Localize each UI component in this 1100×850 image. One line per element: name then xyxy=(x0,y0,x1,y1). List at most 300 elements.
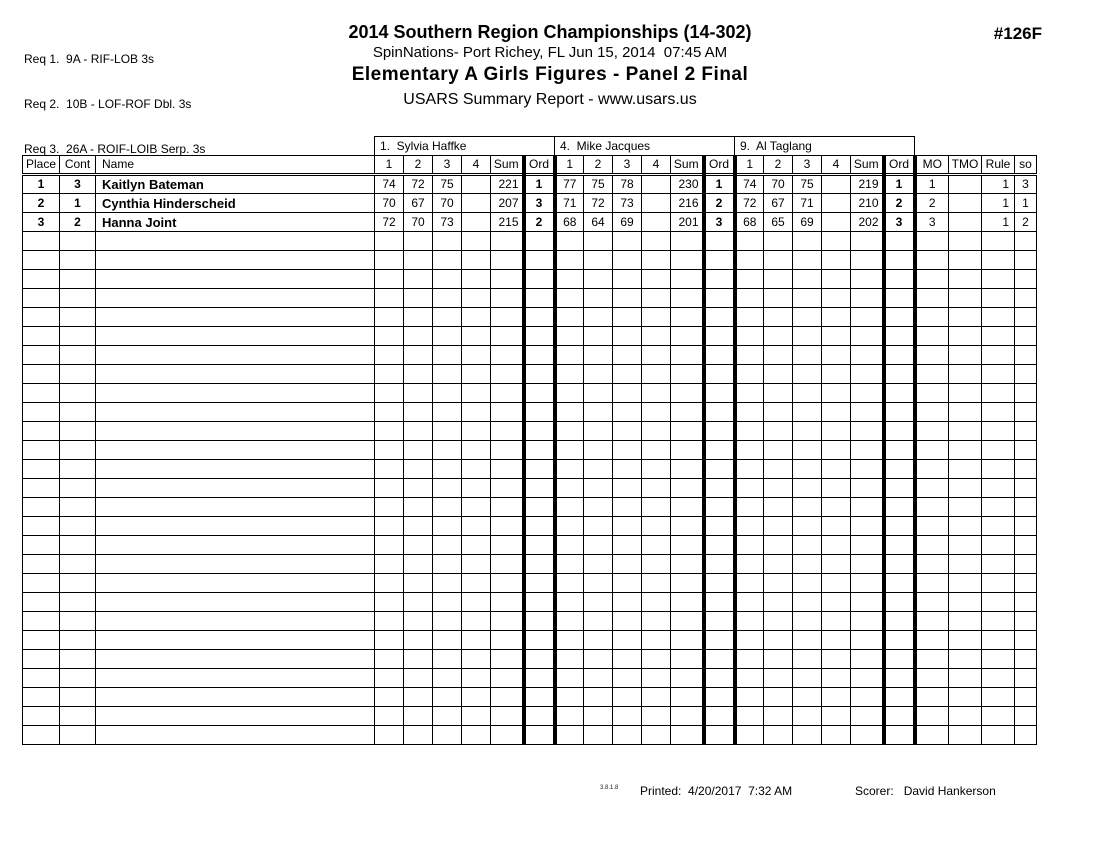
cell-place xyxy=(23,270,60,289)
cell-judge3-score1 xyxy=(735,555,764,574)
cell-judge3-score3 xyxy=(793,232,822,251)
cell-rule xyxy=(982,688,1015,707)
cell-judge3-ord xyxy=(884,517,915,536)
cell-judge3-score1 xyxy=(735,612,764,631)
cell-judge3-score2: 70 xyxy=(764,175,793,194)
cell-judge1-score3: 70 xyxy=(433,194,462,213)
cell-judge2-ord xyxy=(704,384,735,403)
cell-judge2-score2 xyxy=(584,232,613,251)
cell-judge3-score1 xyxy=(735,688,764,707)
cell-place xyxy=(23,612,60,631)
cell-judge1-score2 xyxy=(404,270,433,289)
cell-judge1-score2 xyxy=(404,669,433,688)
cell-judge1-score2 xyxy=(404,365,433,384)
cell-judge1-sum xyxy=(491,384,524,403)
cell-judge1-score2 xyxy=(404,593,433,612)
cell-judge1-ord xyxy=(524,365,555,384)
cell-judge2-score3: 69 xyxy=(613,213,642,232)
cell-judge3-score1: 72 xyxy=(735,194,764,213)
cell-judge3-sum xyxy=(851,726,884,745)
cell-judge3-score1 xyxy=(735,536,764,555)
cell-judge1-sum xyxy=(491,251,524,270)
cell-judge2-score1 xyxy=(555,631,584,650)
empty-row xyxy=(23,517,1037,536)
cell-judge2-ord: 1 xyxy=(704,175,735,194)
cell-judge3-ord xyxy=(884,232,915,251)
cell-judge2-score2 xyxy=(584,517,613,536)
cell-name xyxy=(96,365,375,384)
cell-judge1-score3 xyxy=(433,574,462,593)
cell-judge1-ord xyxy=(524,327,555,346)
cell-judge1-score2: 67 xyxy=(404,194,433,213)
cell-judge2-score4 xyxy=(642,460,671,479)
cell-judge1-score2 xyxy=(404,251,433,270)
col-header-judge1-3: 3 xyxy=(433,156,462,175)
competition-title: 2014 Southern Region Championships (14-302) xyxy=(348,22,752,42)
cell-judge1-sum xyxy=(491,346,524,365)
cell-judge3-score2 xyxy=(764,498,793,517)
cell-judge3-sum: 210 xyxy=(851,194,884,213)
cell-so xyxy=(1015,669,1037,688)
cell-judge3-score2 xyxy=(764,308,793,327)
cell-mo xyxy=(915,403,949,422)
cell-judge1-score4 xyxy=(462,593,491,612)
cell-judge2-score1 xyxy=(555,536,584,555)
cell-judge1-score2 xyxy=(404,384,433,403)
cell-judge1-score3 xyxy=(433,403,462,422)
cell-judge3-score1 xyxy=(735,365,764,384)
cell-judge1-score3 xyxy=(433,650,462,669)
cell-rule xyxy=(982,555,1015,574)
cell-cont xyxy=(60,555,96,574)
cell-judge1-ord xyxy=(524,422,555,441)
cell-judge1-score2 xyxy=(404,479,433,498)
cell-cont: 1 xyxy=(60,194,96,213)
judge-header-row xyxy=(23,137,1037,156)
cell-judge2-sum xyxy=(671,365,704,384)
cell-judge2-ord xyxy=(704,422,735,441)
col-header-judge3-1: 1 xyxy=(735,156,764,175)
cell-judge1-score3 xyxy=(433,441,462,460)
cell-judge1-sum xyxy=(491,270,524,289)
cell-judge3-score1 xyxy=(735,289,764,308)
printed-value: 4/20/2017 7:32 AM xyxy=(688,784,793,798)
cell-cont xyxy=(60,707,96,726)
cell-judge1-sum xyxy=(491,422,524,441)
cell-judge3-score2 xyxy=(764,270,793,289)
cell-judge3-score2 xyxy=(764,346,793,365)
cell-judge2-score1 xyxy=(555,498,584,517)
cell-rule xyxy=(982,631,1015,650)
cell-name xyxy=(96,593,375,612)
cell-judge2-ord xyxy=(704,707,735,726)
cell-judge3-sum xyxy=(851,384,884,403)
cell-judge3-score2 xyxy=(764,631,793,650)
cell-judge3-score3 xyxy=(793,270,822,289)
cell-judge2-score3 xyxy=(613,707,642,726)
cell-judge2-score2 xyxy=(584,365,613,384)
cell-tmo xyxy=(949,384,982,403)
cell-tmo xyxy=(949,251,982,270)
cell-judge3-score1 xyxy=(735,650,764,669)
cell-judge1-score2 xyxy=(404,289,433,308)
cell-judge2-score4 xyxy=(642,688,671,707)
cell-judge2-sum xyxy=(671,498,704,517)
cell-rule xyxy=(982,593,1015,612)
cell-judge3-score4 xyxy=(822,175,851,194)
printed-timestamp xyxy=(640,784,792,798)
cell-judge2-score4 xyxy=(642,650,671,669)
cell-cont xyxy=(60,669,96,688)
cell-judge2-score3: 73 xyxy=(613,194,642,213)
cell-tmo xyxy=(949,517,982,536)
cell-judge2-score2 xyxy=(584,707,613,726)
report-title: USARS Summary Report - www.usars.us xyxy=(403,91,697,108)
cell-judge1-sum xyxy=(491,308,524,327)
cell-judge2-score3 xyxy=(613,365,642,384)
cell-judge2-sum xyxy=(671,669,704,688)
cell-judge3-sum xyxy=(851,327,884,346)
cell-name xyxy=(96,555,375,574)
cell-judge1-score2: 72 xyxy=(404,175,433,194)
col-header-so: so xyxy=(1015,156,1037,175)
cell-judge3-sum xyxy=(851,707,884,726)
report-header xyxy=(0,22,1100,110)
cell-judge3-sum xyxy=(851,536,884,555)
cell-judge3-sum xyxy=(851,650,884,669)
empty-row xyxy=(23,384,1037,403)
cell-judge2-score4 xyxy=(642,669,671,688)
cell-rule xyxy=(982,346,1015,365)
cell-judge2-score3 xyxy=(613,327,642,346)
cell-judge2-score2 xyxy=(584,403,613,422)
cell-judge1-score3 xyxy=(433,688,462,707)
cell-place xyxy=(23,479,60,498)
cell-name xyxy=(96,460,375,479)
cell-judge2-score3 xyxy=(613,251,642,270)
cell-judge3-score4 xyxy=(822,251,851,270)
cell-judge3-score3 xyxy=(793,327,822,346)
cell-judge1-ord xyxy=(524,574,555,593)
cell-rule xyxy=(982,707,1015,726)
cell-tmo xyxy=(949,327,982,346)
cell-judge1-score3: 73 xyxy=(433,213,462,232)
cell-place xyxy=(23,232,60,251)
cell-cont xyxy=(60,251,96,270)
cell-judge2-score1 xyxy=(555,365,584,384)
cell-judge2-sum xyxy=(671,479,704,498)
cell-judge2-ord xyxy=(704,688,735,707)
empty-row xyxy=(23,707,1037,726)
cell-judge3-score1 xyxy=(735,593,764,612)
cell-judge3-sum xyxy=(851,574,884,593)
cell-judge3-score3 xyxy=(793,346,822,365)
cell-judge3-score2 xyxy=(764,593,793,612)
cell-judge3-score4 xyxy=(822,289,851,308)
cell-judge1-sum: 215 xyxy=(491,213,524,232)
cell-judge2-score1 xyxy=(555,688,584,707)
cell-mo xyxy=(915,422,949,441)
cell-judge2-ord xyxy=(704,460,735,479)
cell-rule xyxy=(982,669,1015,688)
cell-judge2-score2 xyxy=(584,688,613,707)
empty-row xyxy=(23,498,1037,517)
cell-rule: 1 xyxy=(982,213,1015,232)
cell-judge2-score3 xyxy=(613,346,642,365)
cell-judge2-score3 xyxy=(613,232,642,251)
cell-judge2-score3 xyxy=(613,574,642,593)
cell-judge3-score4 xyxy=(822,631,851,650)
cell-judge3-score1 xyxy=(735,707,764,726)
judge-name-3: 9. Al Taglang xyxy=(735,137,915,156)
cell-judge1-ord xyxy=(524,270,555,289)
cell-judge3-score3 xyxy=(793,593,822,612)
cell-judge3-ord xyxy=(884,365,915,384)
cell-judge2-sum xyxy=(671,517,704,536)
cell-so: 1 xyxy=(1015,194,1037,213)
cell-judge1-sum xyxy=(491,688,524,707)
cell-judge3-sum xyxy=(851,270,884,289)
cell-judge2-score3 xyxy=(613,479,642,498)
cell-judge3-score4 xyxy=(822,612,851,631)
cell-judge3-sum xyxy=(851,631,884,650)
empty-row xyxy=(23,726,1037,745)
cell-cont xyxy=(60,384,96,403)
cell-judge1-ord xyxy=(524,536,555,555)
cell-judge1-score4 xyxy=(462,650,491,669)
cell-place xyxy=(23,650,60,669)
cell-judge1-sum xyxy=(491,612,524,631)
cell-judge3-score1 xyxy=(735,308,764,327)
cell-cont: 3 xyxy=(60,175,96,194)
cell-rule xyxy=(982,441,1015,460)
cell-judge3-ord xyxy=(884,726,915,745)
cell-judge1-score2 xyxy=(404,422,433,441)
cell-judge1-score2 xyxy=(404,517,433,536)
cell-judge2-score2 xyxy=(584,650,613,669)
cell-judge2-score1 xyxy=(555,289,584,308)
cell-mo xyxy=(915,650,949,669)
cell-judge1-score1: 70 xyxy=(375,194,404,213)
cell-judge2-ord xyxy=(704,517,735,536)
cell-judge3-score4 xyxy=(822,403,851,422)
cell-judge1-score1 xyxy=(375,441,404,460)
empty-row xyxy=(23,593,1037,612)
cell-mo xyxy=(915,327,949,346)
cell-so xyxy=(1015,327,1037,346)
cell-judge2-sum xyxy=(671,403,704,422)
cell-place xyxy=(23,365,60,384)
cell-judge1-score4 xyxy=(462,498,491,517)
cell-judge2-score4 xyxy=(642,194,671,213)
cell-judge1-score4 xyxy=(462,479,491,498)
cell-judge2-score2 xyxy=(584,536,613,555)
cell-judge3-sum xyxy=(851,289,884,308)
empty-row xyxy=(23,308,1037,327)
cell-judge1-score4 xyxy=(462,289,491,308)
cell-judge3-score4 xyxy=(822,688,851,707)
cell-judge3-score3 xyxy=(793,517,822,536)
cell-judge2-sum xyxy=(671,346,704,365)
cell-tmo xyxy=(949,213,982,232)
empty-row xyxy=(23,403,1037,422)
cell-judge3-score3 xyxy=(793,612,822,631)
cell-judge2-score4 xyxy=(642,498,671,517)
cell-judge3-sum xyxy=(851,403,884,422)
cell-judge3-sum xyxy=(851,365,884,384)
cell-judge2-score2 xyxy=(584,308,613,327)
cell-judge1-score1 xyxy=(375,479,404,498)
cell-judge2-ord xyxy=(704,593,735,612)
cell-judge1-score3 xyxy=(433,232,462,251)
cell-judge3-ord: 1 xyxy=(884,175,915,194)
cell-judge3-sum xyxy=(851,251,884,270)
cell-so xyxy=(1015,593,1037,612)
cell-judge1-score4 xyxy=(462,194,491,213)
cell-judge2-score3 xyxy=(613,593,642,612)
cell-judge3-ord xyxy=(884,650,915,669)
cell-name xyxy=(96,479,375,498)
cell-judge3-ord xyxy=(884,707,915,726)
cell-judge3-score3 xyxy=(793,441,822,460)
cell-so xyxy=(1015,726,1037,745)
cell-cont: 2 xyxy=(60,213,96,232)
cell-place xyxy=(23,593,60,612)
cell-place xyxy=(23,631,60,650)
col-header-judge1-4: 4 xyxy=(462,156,491,175)
cell-judge2-score1 xyxy=(555,346,584,365)
report-footer xyxy=(0,784,1100,800)
cell-rule xyxy=(982,422,1015,441)
scorer-value: David Hankerson xyxy=(903,784,996,798)
cell-judge3-score4 xyxy=(822,441,851,460)
empty-row xyxy=(23,365,1037,384)
cell-tmo xyxy=(949,194,982,213)
cell-judge2-score3 xyxy=(613,384,642,403)
cell-judge1-ord: 3 xyxy=(524,194,555,213)
cell-judge3-score3 xyxy=(793,498,822,517)
cell-judge1-score2 xyxy=(404,346,433,365)
cell-judge2-score3 xyxy=(613,650,642,669)
cell-judge1-score1 xyxy=(375,270,404,289)
cell-judge1-sum xyxy=(491,555,524,574)
cell-name xyxy=(96,308,375,327)
cell-judge1-score4 xyxy=(462,232,491,251)
cell-place: 1 xyxy=(23,175,60,194)
cell-judge2-sum xyxy=(671,441,704,460)
cell-judge2-score3 xyxy=(613,460,642,479)
cell-judge2-sum: 201 xyxy=(671,213,704,232)
cell-tmo xyxy=(949,422,982,441)
cell-rule xyxy=(982,403,1015,422)
software-version: 3.8.1.8 xyxy=(600,785,619,791)
cell-judge1-score3 xyxy=(433,384,462,403)
cell-judge1-score2 xyxy=(404,441,433,460)
cell-judge1-score3 xyxy=(433,289,462,308)
cell-judge3-ord xyxy=(884,403,915,422)
cell-judge2-ord xyxy=(704,498,735,517)
cell-judge1-sum: 221 xyxy=(491,175,524,194)
cell-place xyxy=(23,403,60,422)
col-header-judge2-ord: Ord xyxy=(704,156,735,175)
cell-judge2-ord xyxy=(704,232,735,251)
cell-judge2-score1 xyxy=(555,232,584,251)
judge-name-1: 1. Sylvia Haffke xyxy=(375,137,555,156)
cell-cont xyxy=(60,612,96,631)
cell-judge2-score3: 78 xyxy=(613,175,642,194)
cell-judge2-score1 xyxy=(555,460,584,479)
event-title: Elementary A Girls Figures - Panel 2 Final xyxy=(351,64,749,85)
cell-judge3-score2 xyxy=(764,384,793,403)
cell-judge2-score1: 71 xyxy=(555,194,584,213)
summary-table xyxy=(22,136,1037,745)
cell-mo xyxy=(915,593,949,612)
cell-judge1-ord xyxy=(524,403,555,422)
cell-judge3-score4 xyxy=(822,574,851,593)
cell-mo xyxy=(915,498,949,517)
empty-row xyxy=(23,441,1037,460)
cell-judge2-score2 xyxy=(584,460,613,479)
cell-judge1-sum xyxy=(491,365,524,384)
cell-judge1-score1 xyxy=(375,574,404,593)
cell-judge1-score2 xyxy=(404,612,433,631)
cell-judge2-score1 xyxy=(555,669,584,688)
cell-judge2-score1 xyxy=(555,251,584,270)
cell-judge1-score4 xyxy=(462,403,491,422)
empty-row xyxy=(23,346,1037,365)
cell-judge2-sum xyxy=(671,726,704,745)
cell-place xyxy=(23,289,60,308)
cell-tmo xyxy=(949,593,982,612)
cell-judge3-score3 xyxy=(793,631,822,650)
cell-tmo xyxy=(949,175,982,194)
cell-place xyxy=(23,707,60,726)
cell-place xyxy=(23,555,60,574)
cell-judge1-score2 xyxy=(404,650,433,669)
cell-rule xyxy=(982,574,1015,593)
cell-judge2-score1 xyxy=(555,593,584,612)
cell-so xyxy=(1015,232,1037,251)
cell-so xyxy=(1015,403,1037,422)
cell-judge1-score2 xyxy=(404,327,433,346)
cell-rule xyxy=(982,612,1015,631)
col-header-judge2-3: 3 xyxy=(613,156,642,175)
cell-judge3-score1 xyxy=(735,384,764,403)
cell-so xyxy=(1015,441,1037,460)
col-header-judge2-2: 2 xyxy=(584,156,613,175)
cell-judge3-score3 xyxy=(793,308,822,327)
cell-rule xyxy=(982,232,1015,251)
cell-judge1-ord xyxy=(524,707,555,726)
cell-mo: 1 xyxy=(915,175,949,194)
cell-rule xyxy=(982,536,1015,555)
cell-judge3-ord xyxy=(884,498,915,517)
col-header-mo: MO xyxy=(915,156,949,175)
cell-judge1-score2 xyxy=(404,631,433,650)
cell-name xyxy=(96,270,375,289)
cell-mo: 2 xyxy=(915,194,949,213)
cell-judge3-score2 xyxy=(764,460,793,479)
cell-rule xyxy=(982,479,1015,498)
cell-rule xyxy=(982,327,1015,346)
cell-judge1-score3 xyxy=(433,270,462,289)
cell-cont xyxy=(60,308,96,327)
column-header-row xyxy=(23,156,1037,175)
cell-judge1-score4 xyxy=(462,631,491,650)
cell-name xyxy=(96,384,375,403)
cell-judge3-ord xyxy=(884,460,915,479)
cell-judge2-sum xyxy=(671,593,704,612)
